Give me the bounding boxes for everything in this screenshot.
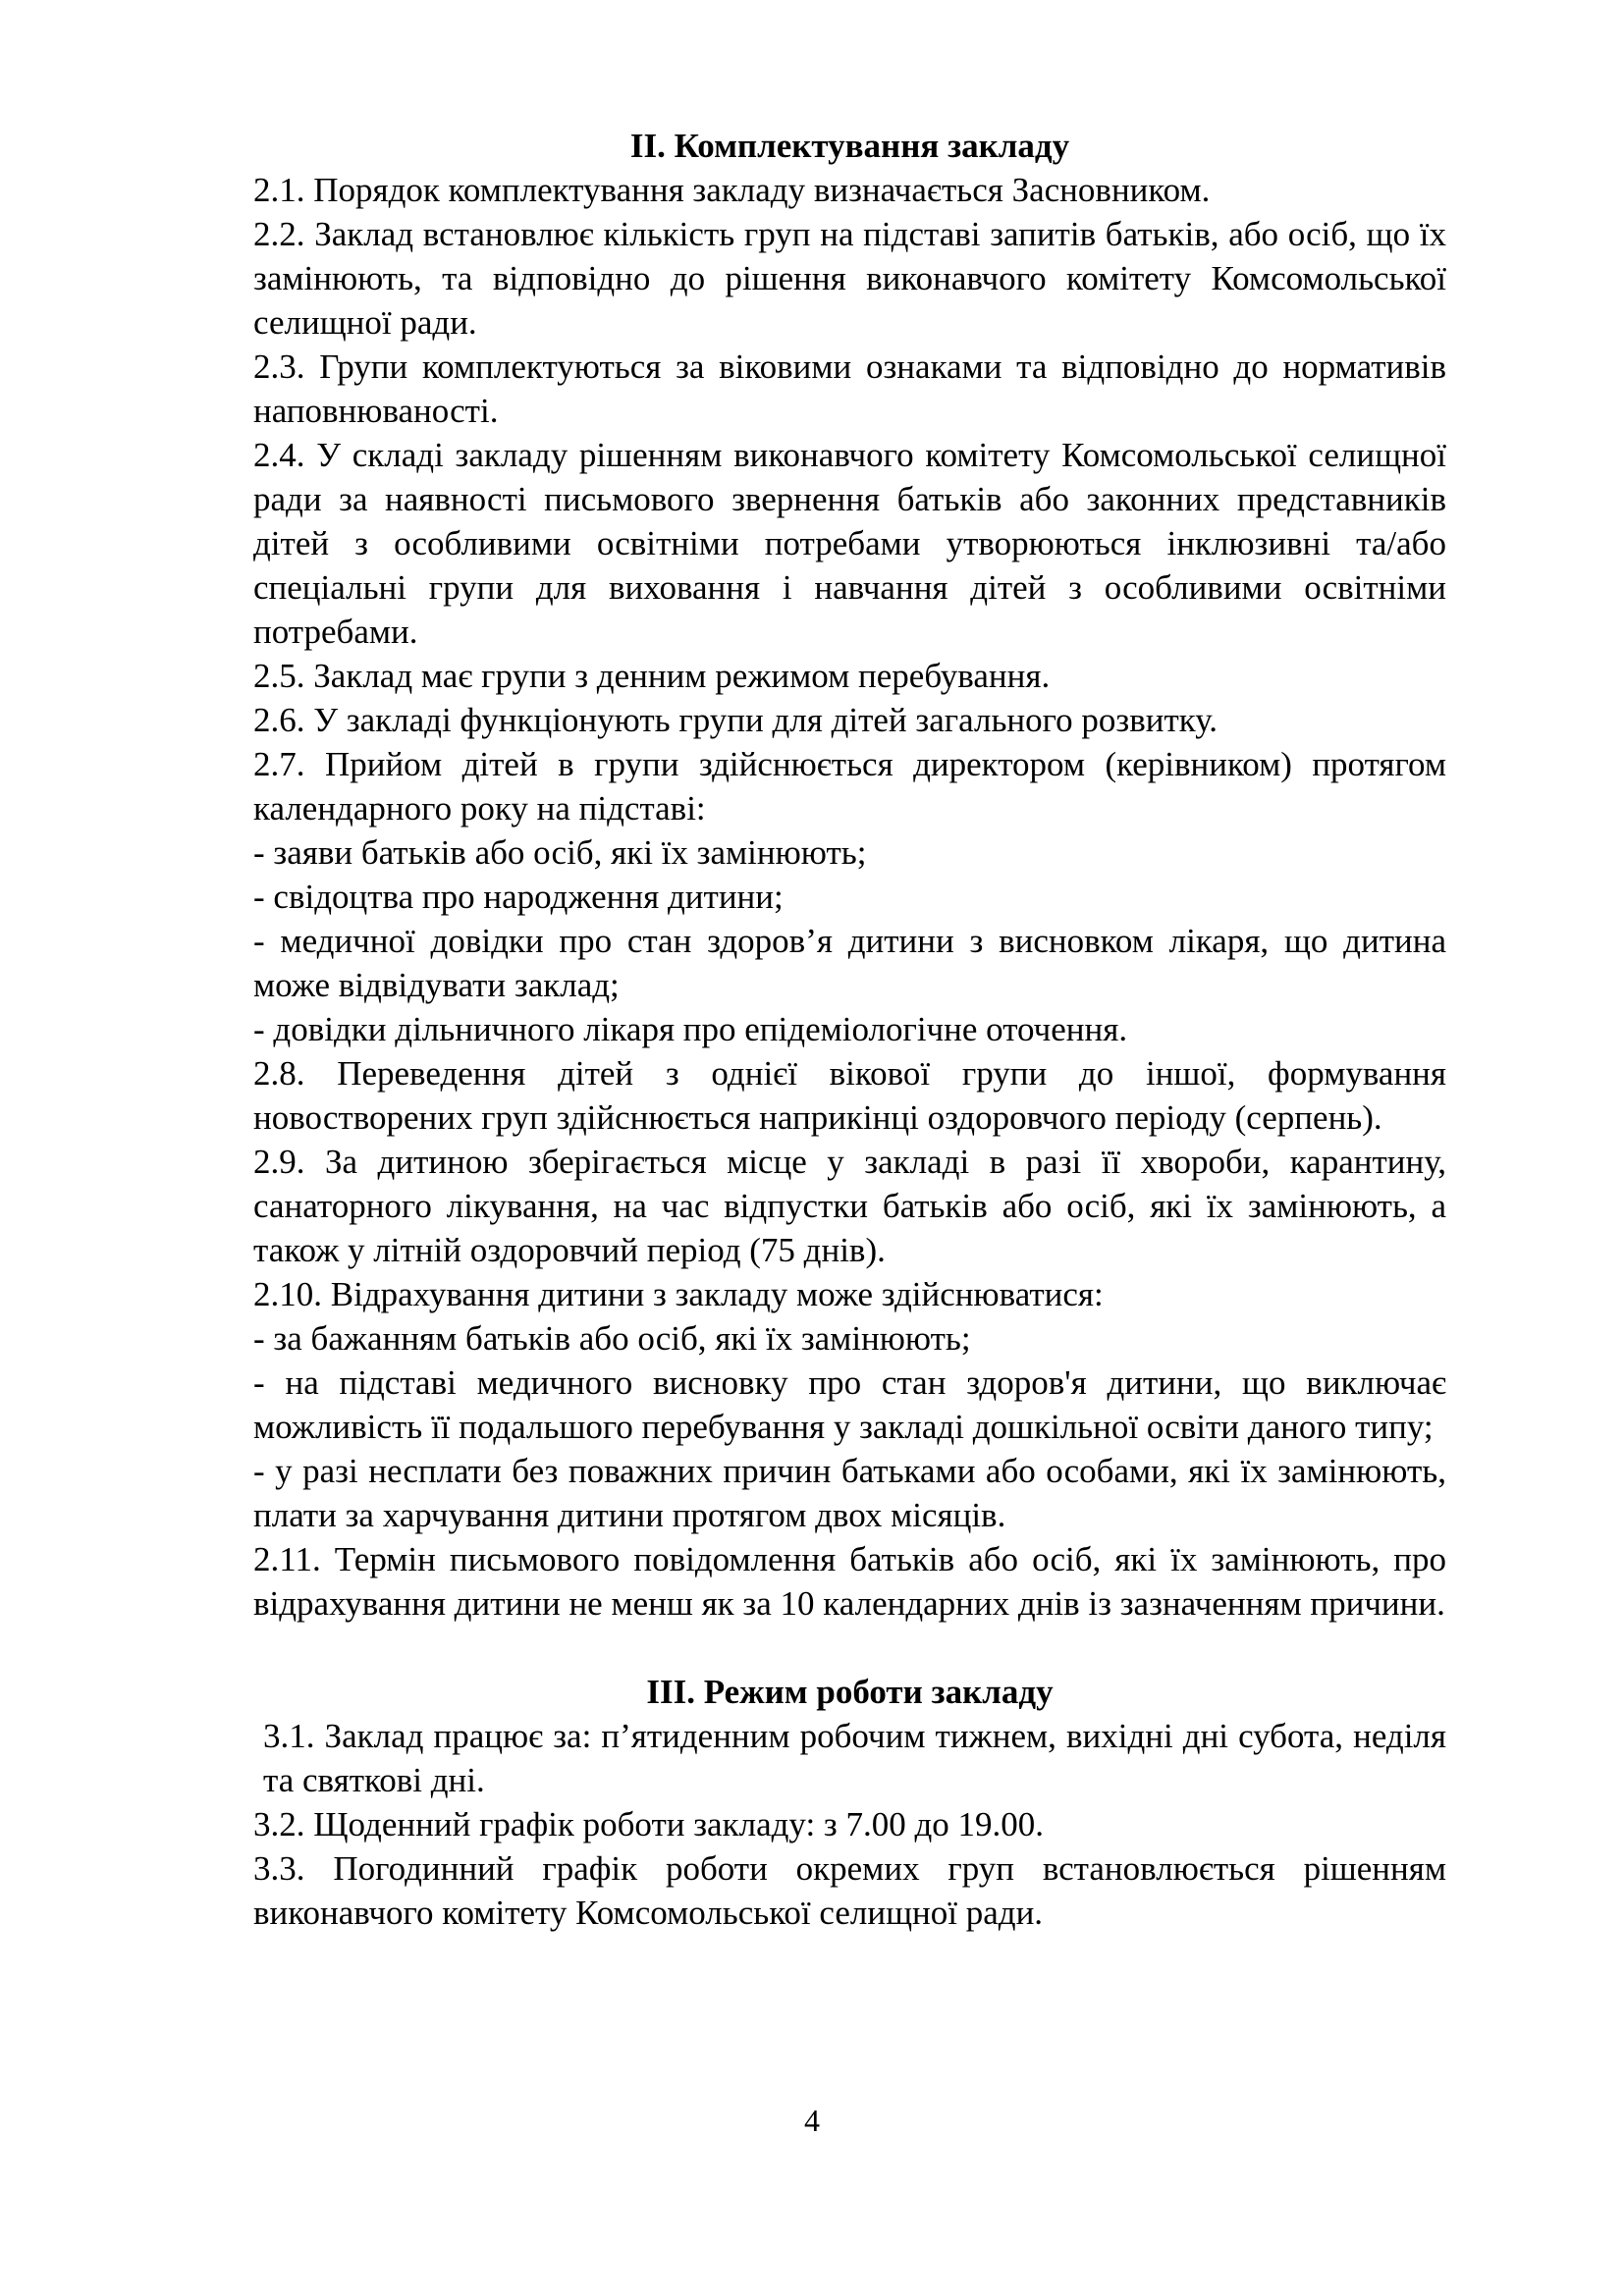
paragraph-2-2: 2.2. Заклад встановлює кількість груп на підставі запитів батьків, або осіб, що їх замінюють, та відповідно до рішення виконавчого комітету Комсомольської селищної ради. [253,215,1446,342]
paragraph-2-3: 2.3. Групи комплектуються за віковими ознаками та відповідно до нормативів наповнюваності. [253,347,1446,430]
paragraph-2-6: 2.6. У закладі функціонують групи для дітей загального розвитку. [253,701,1218,739]
list-item-medical-conclusion: - на підставі медичного висновку про стан здоров'я дитини, що виключає можливість її подальшого перебування у закладі дошкільної освіти даного типу; [253,1363,1446,1446]
page-content [253,124,1446,1935]
list-item-epidemiology-certificate: - довідки дільничного лікаря про епідеміологічне оточення. [253,1010,1128,1048]
list-item-application: - заяви батьків або осіб, які їх замінюють; [253,833,867,872]
paragraph-2-7: 2.7. Прийом дітей в групи здійснюється директором (керівником) протягом календарного року на підставі: [253,745,1446,828]
section-heading-3: ІІІ. Режим роботи закладу [646,1673,1054,1711]
section-heading-2: ІІ. Комплектування закладу [629,127,1070,165]
paragraph-3-3: 3.3. Погодинний графік роботи окремих груп встановлюється рішенням виконавчого комітету Комсомольської селищної ради. [253,1849,1446,1932]
paragraph-2-5: 2.5. Заклад має групи з денним режимом перебування. [253,657,1051,695]
paragraph-3-2: 3.2. Щоденний графік роботи закладу: з 7.00 до 19.00. [253,1805,1045,1843]
list-item-medical-certificate: - медичної довідки про стан здоров’я дитини з висновком лікаря, що дитина може відвідувати заклад; [253,922,1446,1004]
list-item-parents-wish: - за бажанням батьків або осіб, які їх замінюють; [253,1319,971,1358]
paragraph-2-10: 2.10. Відрахування дитини з закладу може здійснюватися: [253,1275,1104,1313]
paragraph-2-4: 2.4. У складі закладу рішенням виконавчого комітету Комсомольської селищної ради за наявності письмового звернення батьків або законних представників дітей з особливими освітніми потребами утворюються інклюзивні та/або спеціальні групи для виховання і навчання дітей з особливими освітніми потребами. [253,436,1446,651]
paragraph-2-1: 2.1. Порядок комплектування закладу визначається Засновником. [253,171,1211,209]
paragraph-2-8: 2.8. Переведення дітей з однієї вікової групи до іншої, формування новостворених груп здійснюється наприкінці оздоровчого періоду (серпень). [253,1054,1446,1137]
list-item-non-payment: - у разі несплати без поважних причин батьками або особами, які їх замінюють, плати за харчування дитини протягом двох місяців. [253,1452,1446,1534]
list-item-birth-certificate: - свідоцтва про народження дитини; [253,878,784,916]
page-number: 4 [804,2103,820,2138]
paragraph-2-9: 2.9. За дитиною зберігається місце у закладі в разі її хвороби, карантину, санаторного лікування, на час відпустки батьків або осіб, які їх замінюють, а також у літній оздоровчий період (75 днів). [253,1143,1446,1269]
paragraph-3-1: 3.1. Заклад працює за: п’ятиденним робочим тижнем, вихідні дні субота, неділя та святкові дні. [263,1717,1446,1799]
paragraph-2-11: 2.11. Термін письмового повідомлення батьків або осіб, які їх замінюють, про відрахування дитини не менш як за 10 календарних днів із зазначенням причини. [253,1540,1446,1623]
